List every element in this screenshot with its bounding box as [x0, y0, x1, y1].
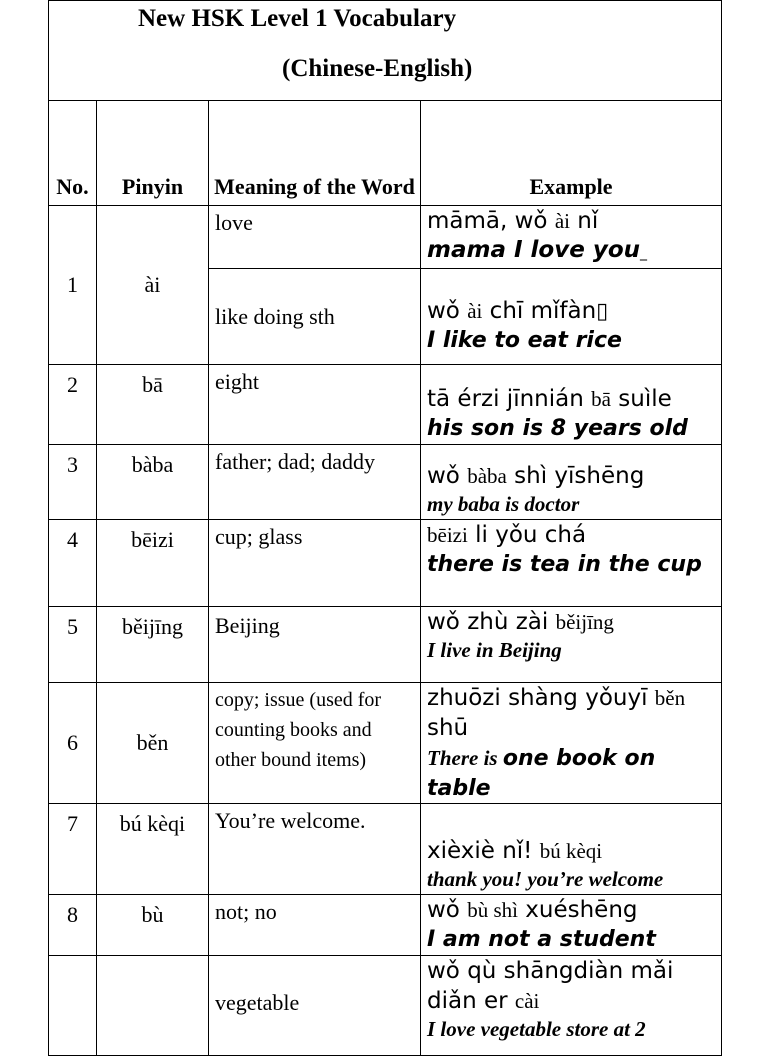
example-pinyin-serif: běn — [654, 686, 686, 710]
example-english: my baba is doctor — [427, 492, 580, 516]
table-row — [49, 804, 722, 895]
row-pinyin: ài — [97, 206, 209, 365]
table-row — [49, 206, 722, 269]
example-pinyin: wǒ qù shāngdiàn mǎi diǎn er — [427, 958, 674, 1014]
title-row — [49, 1, 722, 101]
example-pinyin: māmā, wǒ — [427, 208, 555, 234]
row-meaning: not; no — [209, 895, 421, 956]
row-number: 6 — [49, 683, 97, 804]
row-pinyin: bàba — [97, 445, 209, 520]
row-meaning: father; dad; daddy — [209, 445, 421, 520]
example-pinyin-serif: bēizi — [427, 523, 468, 547]
row-number: 1 — [49, 206, 97, 365]
example-english: I live in Beijing — [427, 638, 562, 662]
row-meaning: eight — [209, 365, 421, 445]
row-meaning: cup; glass — [209, 520, 421, 607]
row-example — [421, 520, 722, 607]
row-pinyin: bēizi — [97, 520, 209, 607]
row-meaning: vegetable — [209, 956, 421, 1056]
header-meaning: Meaning of the Word — [209, 101, 421, 206]
row-pinyin: běn — [97, 683, 209, 804]
header-pinyin: Pinyin — [97, 101, 209, 206]
example-pinyin: wǒ — [427, 298, 468, 324]
row-example — [421, 683, 722, 804]
row-example — [421, 445, 722, 520]
row-number: 4 — [49, 520, 97, 607]
row-pinyin: bù — [97, 895, 209, 956]
example-pinyin-serif: cài — [514, 989, 540, 1013]
example-pinyin-serif: ài — [467, 299, 483, 323]
example-underscore: _ — [640, 245, 647, 261]
example-english: thank you! you’re welcome — [427, 867, 664, 891]
example-english: one book on table — [427, 746, 656, 801]
example-pinyin: wǒ — [427, 897, 468, 923]
example-pinyin: li yǒu chá — [467, 522, 587, 548]
example-pinyin: shū — [427, 715, 469, 741]
page-title: New HSK Level 1 Vocabulary — [138, 5, 457, 32]
example-pinyin-serif: běijīng — [555, 610, 614, 634]
row-example — [421, 269, 722, 365]
row-example — [421, 607, 722, 683]
row-example — [421, 956, 722, 1056]
example-english: There is — [427, 746, 503, 770]
row-example — [421, 895, 722, 956]
row-pinyin: bā — [97, 365, 209, 445]
example-pinyin: suìle — [610, 386, 672, 412]
example-english: I love vegetable store at 2 — [427, 1017, 646, 1041]
example-pinyin-serif: bù shì — [467, 898, 518, 922]
row-number: 5 — [49, 607, 97, 683]
example-pinyin-serif: ài — [554, 209, 570, 233]
row-meaning: copy; issue (used for counting books and other bound items) — [209, 683, 421, 804]
example-english: I am not a student — [427, 927, 656, 952]
header-example: Example — [421, 101, 722, 206]
header-no: No. — [49, 101, 97, 206]
example-pinyin: wǒ zhù zài — [427, 609, 556, 635]
example-english: I like to eat rice — [427, 328, 622, 353]
row-number — [49, 956, 97, 1056]
row-meaning: like doing sth — [209, 269, 421, 365]
header-row — [49, 101, 722, 206]
example-pinyin-serif: bú kèqi — [539, 839, 603, 863]
row-example — [421, 804, 722, 895]
table-row — [49, 520, 722, 607]
missing-glyph-box: ▯ — [596, 299, 609, 324]
example-pinyin-serif: bā — [591, 387, 611, 411]
row-number: 7 — [49, 804, 97, 895]
example-english: mama I love you — [427, 237, 640, 263]
table-row — [49, 895, 722, 956]
row-pinyin: bú kèqi — [97, 804, 209, 895]
row-example — [421, 365, 722, 445]
example-pinyin-serif: bàba — [467, 464, 507, 488]
row-meaning: Beijing — [209, 607, 421, 683]
row-meaning: love — [209, 206, 421, 269]
table-row — [49, 683, 722, 804]
example-pinyin: xuéshēng — [517, 897, 638, 923]
example-pinyin: wǒ — [427, 463, 468, 489]
row-example — [421, 206, 722, 269]
example-pinyin: chī mǐfàn — [482, 298, 597, 324]
row-number: 2 — [49, 365, 97, 445]
table-row — [49, 445, 722, 520]
page-subtitle: (Chinese-English) — [282, 55, 473, 82]
table-row — [49, 365, 722, 445]
example-english: there is tea in the cup — [427, 552, 702, 577]
row-meaning: You’re welcome. — [209, 804, 421, 895]
example-pinyin: xièxiè nǐ! — [427, 838, 540, 864]
row-number: 8 — [49, 895, 97, 956]
table-row — [49, 607, 722, 683]
row-pinyin — [97, 956, 209, 1056]
example-pinyin: shì yīshēng — [506, 463, 645, 489]
vocabulary-table — [48, 0, 722, 1056]
example-english: his son is 8 years old — [427, 416, 688, 441]
example-pinyin: zhuōzi shàng yǒuyī — [427, 685, 655, 711]
row-number: 3 — [49, 445, 97, 520]
row-pinyin: běijīng — [97, 607, 209, 683]
example-pinyin: nǐ — [569, 208, 599, 234]
table-row — [49, 956, 722, 1056]
example-pinyin: tā érzi jīnnián — [427, 386, 592, 412]
document-page — [48, 0, 721, 1041]
